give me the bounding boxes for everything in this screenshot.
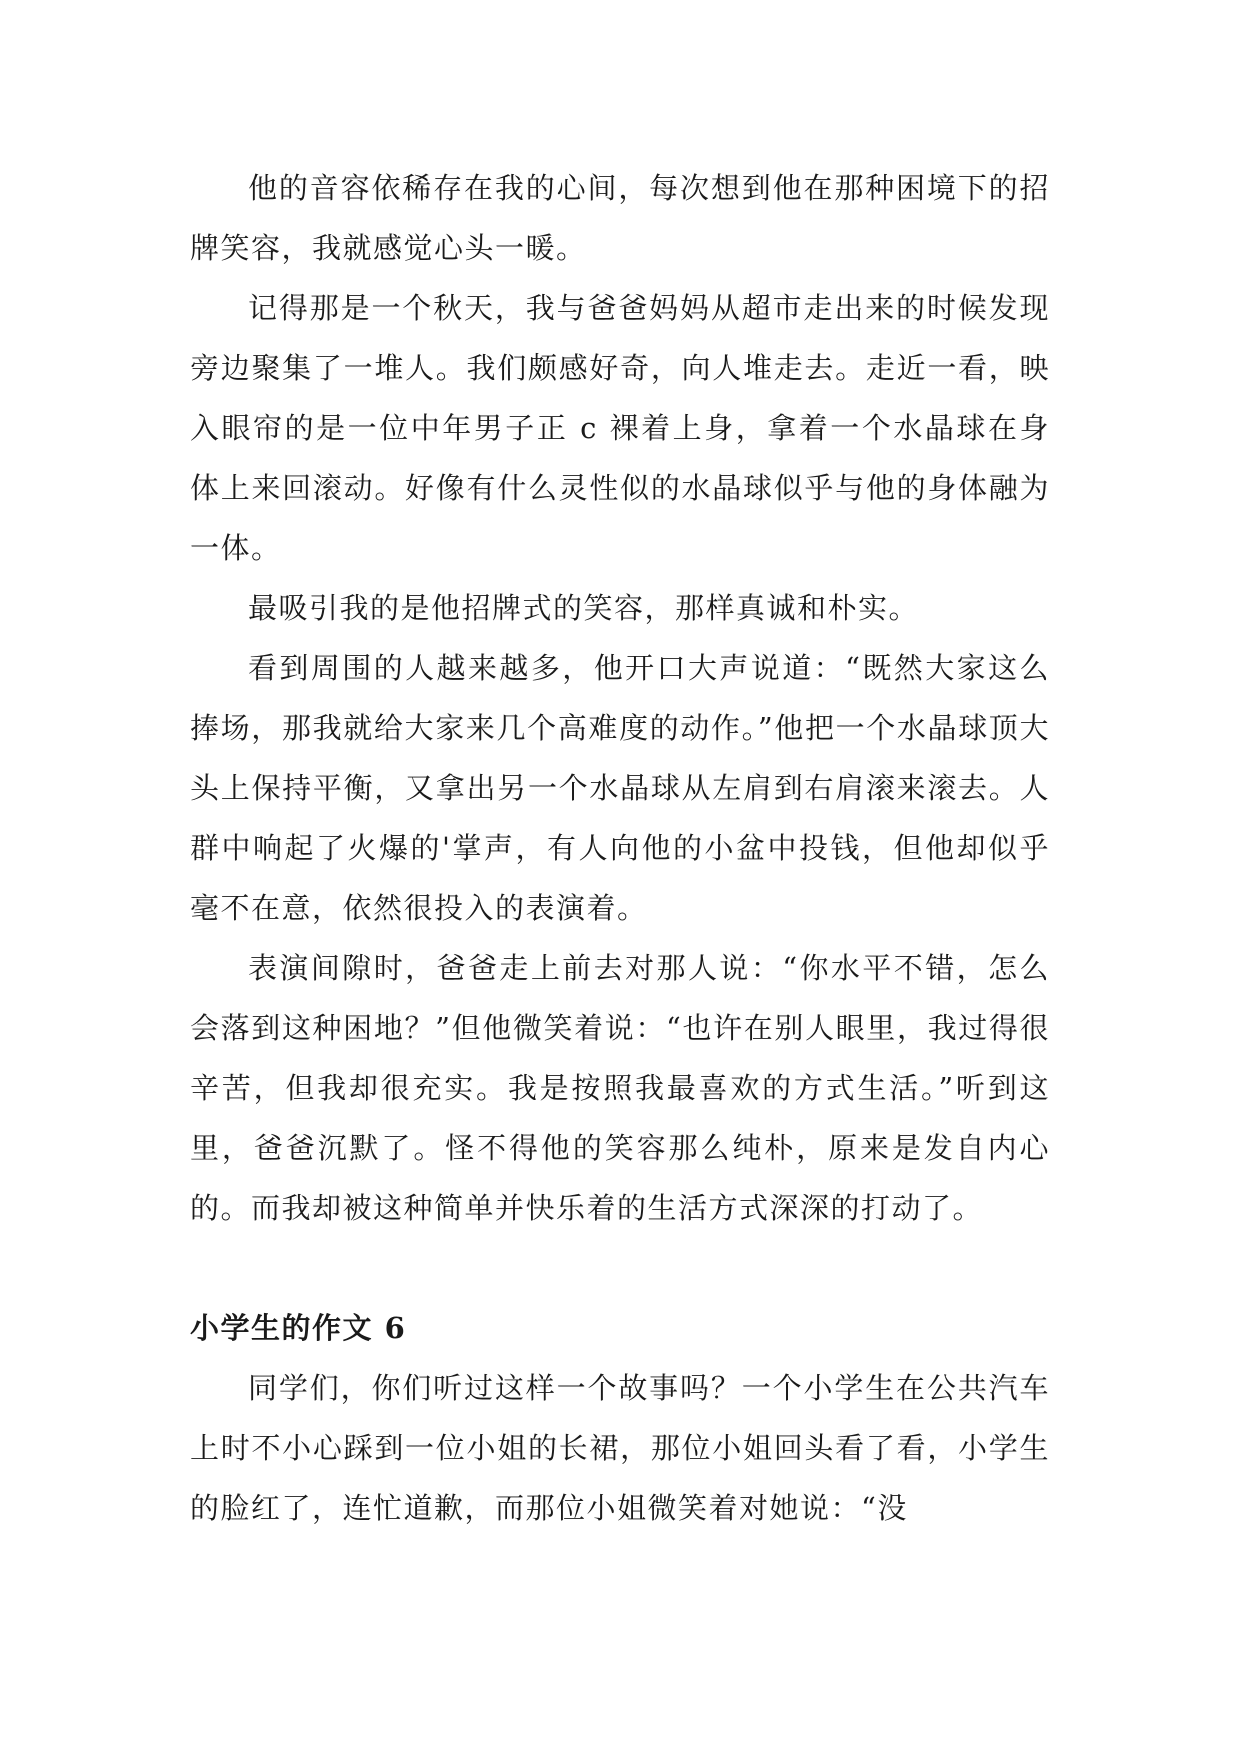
paragraph: 表演间隙时，爸爸走上前去对那人说：“你水平不错，怎么会落到这种困地？”但他微笑着说：“也许在别人眼里，我过得很辛苦，但我却很充实。我是按照我最喜欢的方式生活。”听到这里，爸爸沉默了。怪不得他的笑容那么纯朴，原来是发自内心的。而我却被这种简单并快乐着的生活方式深深的打动了。: [190, 951, 1050, 1225]
paragraph: 记得那是一个秋天，我与爸爸妈妈从超市走出来的时候发现旁边聚集了一堆人。我们颇感好奇，向人堆走去。走近一看，映入眼帘的是一位中年男子正 c 裸着上身，拿着一个水晶球在身体上来回滚动。好像有什么灵性似的水晶球似乎与他的身体融为一体。: [190, 291, 1050, 565]
paragraph: 看到周围的人越来越多，他开口大声说道：“既然大家这么捧场，那我就给大家来几个高难度的动作。”他把一个水晶球顶大头上保持平衡，又拿出另一个水晶球从左肩到右肩滚来滚去。人群中响起了火爆的'掌声，有人向他的小盆中投钱，但他却似乎毫不在意，依然很投入的表演着。: [190, 651, 1050, 925]
document-body: [190, 158, 1050, 1538]
paragraph: 同学们，你们听过这样一个故事吗？一个小学生在公共汽车上时不小心踩到一位小姐的长裙，那位小姐回头看了看，小学生的脸红了，连忙道歉，而那位小姐微笑着对她说：“没: [190, 1371, 1050, 1525]
paragraph: 他的音容依稀存在我的心间，每次想到他在那种困境下的招牌笑容，我就感觉心头一暖。: [190, 171, 1050, 265]
paragraph: 最吸引我的是他招牌式的笑容，那样真诚和朴实。: [248, 591, 920, 625]
section-heading: 小学生的作文 6: [190, 1311, 407, 1345]
